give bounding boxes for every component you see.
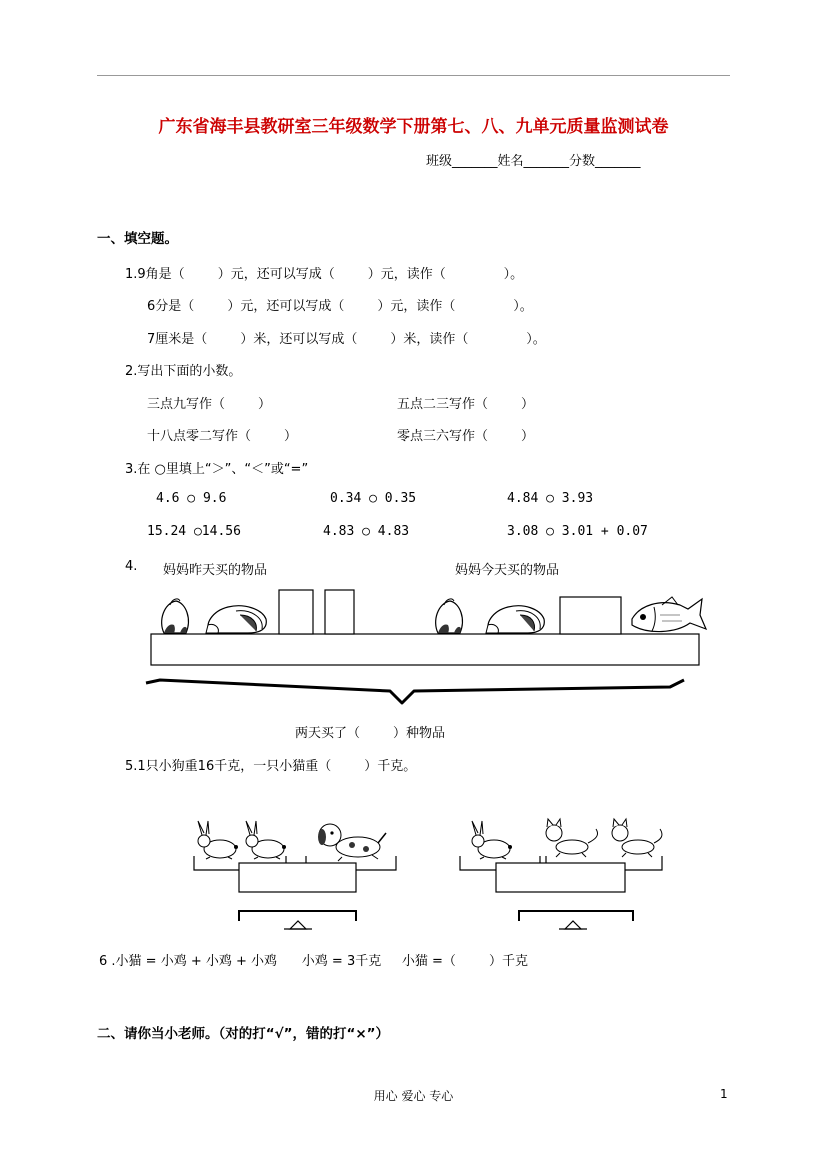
q5-text: 5.1只小狗重16千克，一只小猫重（ ）千克。 xyxy=(125,759,417,774)
q4-number: 4. xyxy=(125,559,138,574)
page-number: 1 xyxy=(720,1087,728,1101)
q1-line-3: 7厘米是（ ）米，还可以写成（ ）米，读作（ ）。 xyxy=(147,332,546,347)
q3-item-2: 0.34 ○ 0.35 xyxy=(330,491,417,506)
q3-item-6: 3.08 ○ 3.01 + 0.07 xyxy=(507,524,648,539)
section-heading-teacher: 二、请你当小老师。（对的打“√”，错的打“×”） xyxy=(97,1026,390,1042)
q1-line-1: 1.9角是（ ）元，还可以写成（ ）元，读作（ ）。 xyxy=(125,267,524,282)
page-title: 广东省海丰县教研室三年级数学下册第七、八、九单元质量监测试卷 xyxy=(158,117,669,137)
q2-item-b: 五点二三写作（ ） xyxy=(397,397,535,412)
student-info-line: 班级_______姓名_______分数_______ xyxy=(426,154,641,169)
balance-scales-illustration xyxy=(190,815,670,935)
rabbit-icon xyxy=(246,821,286,859)
q1-line-2: 6分是（ ）元，还可以写成（ ）元，读作（ ）。 xyxy=(147,299,533,314)
shelf xyxy=(151,634,699,665)
q2-item-d: 零点三六写作（ ） xyxy=(397,429,535,444)
balance-scale-left xyxy=(194,821,396,929)
q2-item-c: 十八点零二写作（ ） xyxy=(147,429,298,444)
box-item xyxy=(325,590,354,634)
rabbit-icon xyxy=(198,821,238,859)
q6-text: 6 .小猫 = 小鸡 + 小鸡 + 小鸡 小鸡 = 3千克 小猫 =（ ）千克 xyxy=(99,954,528,969)
cat-icon xyxy=(612,819,662,857)
cabbage-icon xyxy=(206,606,266,633)
q3-item-3: 4.84 ○ 3.93 xyxy=(507,491,594,506)
cat-icon xyxy=(546,819,598,857)
q4-answer: 两天买了（ ）种物品 xyxy=(295,726,446,741)
q3-title: 3.在 ○里填上“＞”、“＜”或“=” xyxy=(125,462,309,477)
q3-item-4: 15.24 ○14.56 xyxy=(147,524,241,539)
brace xyxy=(146,680,684,703)
shopping-items-illustration xyxy=(140,585,710,710)
dog-icon xyxy=(318,824,386,861)
header-rule xyxy=(97,75,730,76)
q4-yesterday-label: 妈妈昨天买的物品 xyxy=(163,563,268,578)
fish-icon xyxy=(632,597,706,632)
q4-today-label: 妈妈今天买的物品 xyxy=(455,563,560,578)
q3-item-5: 4.83 ○ 4.83 xyxy=(323,524,410,539)
box-item xyxy=(279,590,313,634)
peach-icon xyxy=(162,599,189,633)
cabbage-icon xyxy=(486,606,544,633)
q2-item-a: 三点九写作（ ） xyxy=(147,397,272,412)
q2-title: 2.写出下面的小数。 xyxy=(125,364,242,379)
rabbit-icon xyxy=(472,821,512,859)
footer-motto: 用心 爱心 专心 xyxy=(373,1089,454,1103)
balance-scale-right xyxy=(460,819,662,929)
q3-item-1: 4.6 ○ 9.6 xyxy=(156,491,227,506)
peach-icon xyxy=(436,599,463,633)
box-item xyxy=(560,597,621,634)
section-heading-fill-blank: 一、填空题。 xyxy=(97,231,178,247)
